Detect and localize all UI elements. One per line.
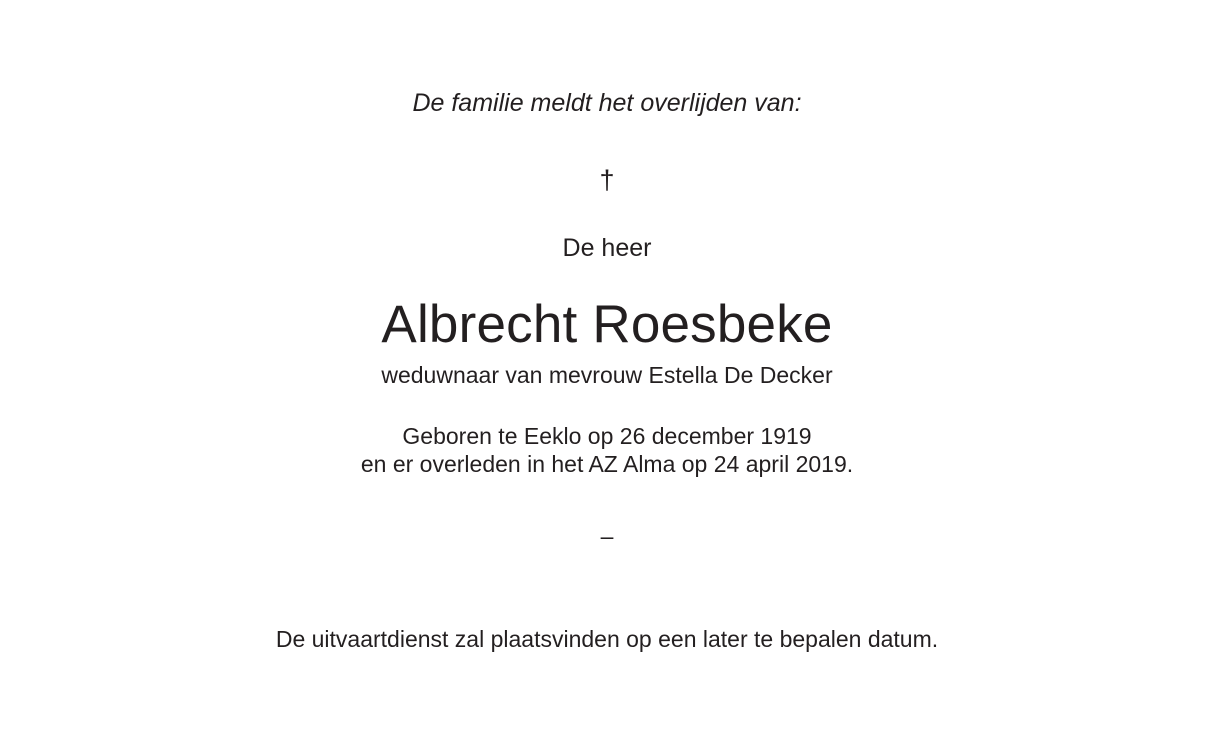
cross-icon: † — [599, 165, 615, 195]
birth-line: Geboren te Eeklo op 26 december 1919 — [402, 422, 812, 449]
divider-dash: – — [600, 523, 614, 550]
life-dates — [361, 422, 853, 480]
deceased-name: Albrecht Roesbeke — [381, 295, 833, 354]
announcement-text: De familie meldt het overlijden van: — [412, 89, 802, 117]
salutation-text: De heer — [562, 234, 652, 262]
service-line: De uitvaartdienst zal plaatsvinden op een later te bepalen datum. — [275, 626, 939, 653]
spouse-line: weduwnaar van mevrouw Estella De Decker — [381, 361, 833, 388]
death-line: en er overleden in het AZ Alma op 24 april 2019. — [360, 451, 854, 478]
